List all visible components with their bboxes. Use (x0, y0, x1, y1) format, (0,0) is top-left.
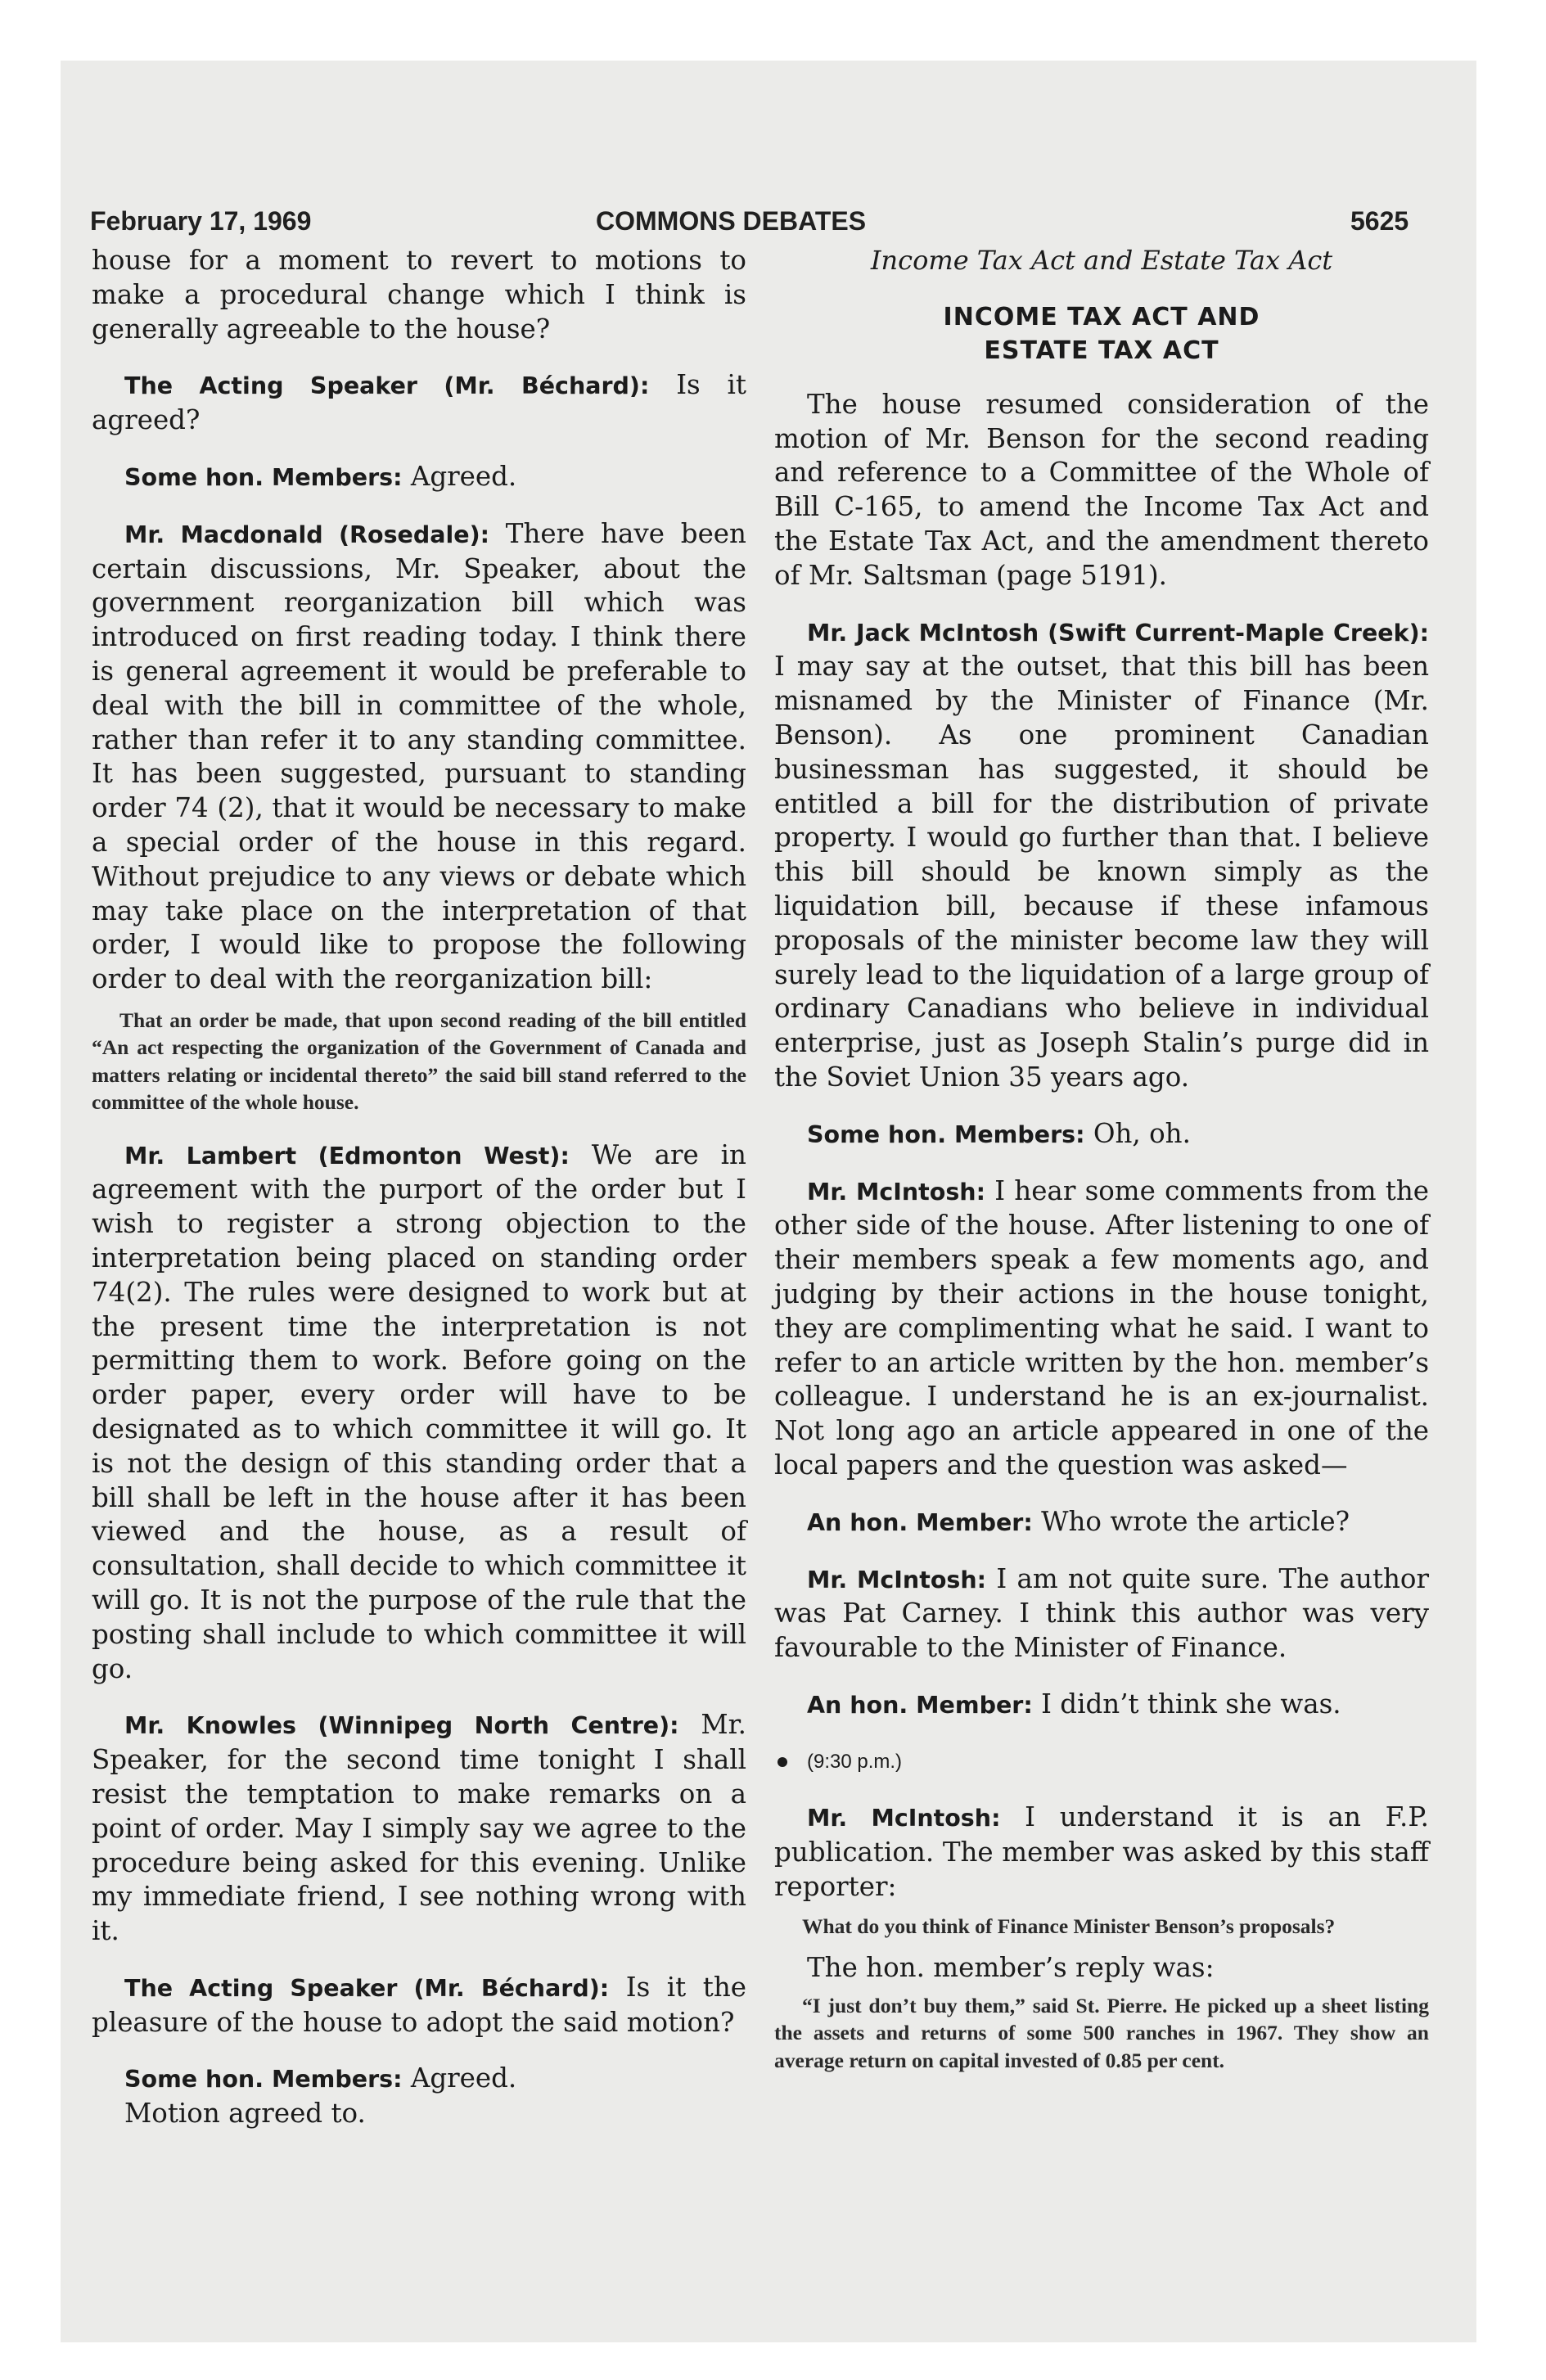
right-column (774, 244, 1429, 2096)
left-column (92, 244, 746, 2153)
speech-paragraph (92, 2062, 746, 2097)
speech-paragraph (774, 615, 1429, 1095)
speech-paragraph (92, 1971, 746, 2040)
speech-text: Agreed. (410, 2062, 517, 2094)
speech-text: I may say at the outset, that this bill has been misnamed by the Minister of Finance (Mr. Benson). As one prominent Canadian businessman has suggested, it should be entitled a bill for the distribution of private property. I would go further than that. I believe this bill should be known simply as the liquidation bill, because if these infamous proposals of the minister become law they will surely lead to the liquidation of a large group of ordinary Canadians who believe in individual enterprise, just as Joseph Stalin’s purge did in the Soviet Union 35 years ago. (774, 651, 1429, 1093)
speech-paragraph (774, 1801, 1429, 1904)
section-title (774, 300, 1429, 367)
speaker-name: Mr. Macdonald (Rosedale): (124, 521, 490, 548)
page-date: February 17, 1969 (90, 206, 312, 236)
section-title-line: ESTATE TAX ACT (984, 336, 1219, 365)
page-number: 5625 (1350, 206, 1409, 236)
speech-text: Is it the pleasure of the house to adopt the said motion? (92, 1971, 746, 2038)
speaker-name: Mr. McIntosh: (807, 1178, 985, 1206)
speech-paragraph (774, 1688, 1429, 1723)
speaker-name: Mr. Jack McIntosh (Swift Current-Maple Creek): (807, 619, 1429, 647)
speech-text: Is it agreed? (92, 369, 746, 436)
speech-text: Who wrote the article? (1041, 1505, 1350, 1537)
speaker-name: Mr. Knowles (Winnipeg North Centre): (124, 1712, 679, 1740)
speaker-name: Mr. Lambert (Edmonton West): (124, 1142, 570, 1170)
speech-text: I am not quite sure. The author was Pat Carney. I think this author was very favourable to the Minister of Finance. (774, 1562, 1429, 1664)
quoted-question: What do you think of Finance Minister Benson’s proposals? (802, 1913, 1336, 1938)
speaker-name: Some hon. Members: (124, 2066, 403, 2094)
speech-paragraph (92, 517, 746, 997)
speech-text: Agreed. (410, 460, 517, 492)
speaker-name: Mr. McIntosh: (807, 1805, 1001, 1832)
quoted-order: That an order be made, that upon second reading of the bill entitled “An act respecting the organization of the Government of Canada and matters relating or incidental thereto” the said bill stand referred to the committee of the whole house. (92, 1007, 746, 1115)
speaker-name: Some hon. Members: (807, 1120, 1085, 1148)
speaker-name: The Acting Speaker (Mr. Béchard): (124, 1974, 610, 2002)
speech-text: I understand it is an F.P. publication. The member was asked by this staff reporter: (774, 1801, 1430, 1903)
speech-text: Oh, oh. (1093, 1117, 1191, 1149)
speech-text: I didn’t think she was. (1041, 1688, 1341, 1720)
speech-text: There have been certain discussions, Mr. Speaker, about the government reorganization bill which was introduced on first reading today. I think there is general agreement it would be preferable to deal with the bill in committee of the whole, rather than refer it to any standing committee. It has been suggested, pursuant to standing order 74 (2), that it would be necessary to make a special order of the house in this regard. Without prejudice to any views or debate which may take place on the interpretation of that order, I would like to propose the following order to deal with the reorganization bill: (92, 517, 746, 995)
speech-paragraph (92, 368, 746, 438)
speech-paragraph (774, 1562, 1429, 1666)
continuation-paragraph: house for a moment to revert to motions to make a procedural change which I think is generally agreeable to the house? (92, 245, 746, 345)
speaker-name: Some hon. Members: (124, 463, 403, 491)
section-title-line: INCOME TAX ACT AND (943, 302, 1260, 331)
speech-paragraph (92, 1138, 746, 1687)
motion-result: Motion agreed to. (124, 2098, 366, 2130)
speech-paragraph (774, 1505, 1429, 1540)
speech-text: Mr. Speaker, for the second time tonight I shall resist the temptation to make remarks on a point of order. May I simply say we agree to the procedure being asked for this evening. Unlike my immediate friend, I see nothing wrong with it. (92, 1709, 746, 1947)
narrative-paragraph: The hon. member’s reply was: (807, 1952, 1215, 1984)
speech-paragraph (92, 1708, 746, 1949)
speech-text: I hear some comments from the other side of the house. After listening to one of their members speak a few moments ago, and judging by their actions in the house tonight, they are complimenting what he said. I want to refer to an article written by the hon. member’s colleague. I understand he is an ex-journalist. Not long ago an article appeared in one of the local papers and the question was asked— (774, 1174, 1429, 1481)
time-marker (774, 1745, 1429, 1779)
speaker-name: The Acting Speaker (Mr. Béchard): (124, 372, 650, 400)
narrative-paragraph: The house resumed consideration of the motion of Mr. Benson for the second reading and reference to a Committee of the Whole of Bill C-165, to amend the Income Tax Act and the Estate Tax Act, and the amendment thereto of Mr. Saltsman (page 5191). (774, 388, 1429, 591)
bullet-icon (778, 1757, 787, 1767)
speech-paragraph (774, 1117, 1429, 1152)
publication-title: COMMONS DEBATES (596, 206, 867, 236)
speaker-name: An hon. Member: (807, 1691, 1033, 1719)
time-stamp: (9:30 p.m.) (807, 1750, 903, 1773)
speech-paragraph (774, 1174, 1429, 1483)
quoted-reply: “I just don’t buy them,” said St. Pierre. He picked up a sheet listing the assets and returns of some 500 ranches in 1967. They show an average return on capital invested of 0.85 per cent. (774, 1994, 1429, 2072)
running-title: Income Tax Act and Estate Tax Act (870, 245, 1333, 276)
speech-text: We are in agreement with the purport of the order but I wish to register a strong objection to the interpretation being placed on standing order 74(2). The rules were designed to work but at the present time the interpretation is not permitting them to work. Before going on the order paper, every order will have to be designated as to which committee it will go. It is not the design of this standing order that a bill shall be left in the house after it has been viewed and the house, as a result of consultation, shall decide to which committee it will go. It is not the purpose of the rule that the posting shall include to which committee it will go. (92, 1138, 746, 1684)
speaker-name: Mr. McIntosh: (807, 1566, 987, 1593)
speech-paragraph (92, 460, 746, 495)
speaker-name: An hon. Member: (807, 1508, 1033, 1536)
